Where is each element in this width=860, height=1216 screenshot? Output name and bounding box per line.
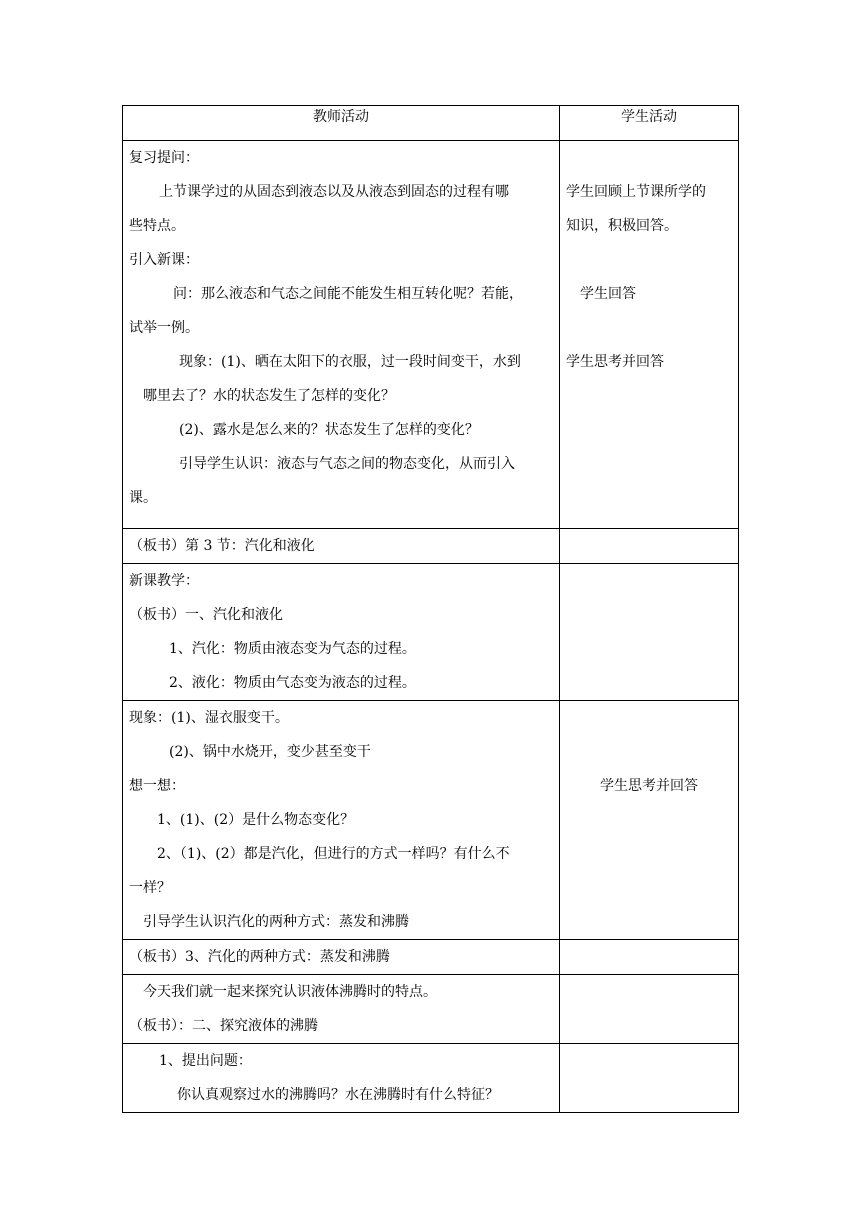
text-line: 上节课学过的从固态到液态以及从液态到固态的过程有哪 <box>159 184 509 200</box>
header-teacher-activity: 教师活动 <box>123 106 560 141</box>
text-line: 哪里去了？水的状态发生了怎样的变化？ <box>143 388 395 404</box>
text-line: 你认真观察过水的沸腾吗？水在沸腾时有什么特征？ <box>177 1087 499 1103</box>
teacher-cell <box>123 1044 560 1113</box>
text-line: （板书）第 3 节：汽化和液化 <box>129 538 315 554</box>
table-row <box>123 564 739 701</box>
text-line: 一样？ <box>129 880 171 896</box>
text-line: 课。 <box>129 490 157 506</box>
text-line: 知识，积极回答。 <box>566 218 678 234</box>
student-cell <box>560 1044 739 1113</box>
teacher-cell <box>123 940 560 975</box>
text-line: 学生回顾上节课所学的 <box>566 184 706 200</box>
text-line: 引导学生认识汽化的两种方式：蒸发和沸腾 <box>143 914 409 930</box>
teacher-cell <box>123 701 560 940</box>
text-line: 问：那么液态和气态之间能不能发生相互转化呢？若能， <box>173 286 523 302</box>
text-line: 2、液化：物质由气态变为液态的过程。 <box>169 675 416 691</box>
student-cell <box>560 564 739 701</box>
table-header-row <box>123 106 739 141</box>
text-line: 试举一例。 <box>129 320 199 336</box>
text-line: 些特点。 <box>129 218 185 234</box>
text-line: （板书）3、汽化的两种方式：蒸发和沸腾 <box>129 949 390 965</box>
teacher-cell <box>123 564 560 701</box>
header-student-activity: 学生活动 <box>560 106 739 141</box>
table-row <box>123 940 739 975</box>
student-cell <box>560 701 739 940</box>
table-row <box>123 701 739 940</box>
text-line: 今天我们就一起来探究认识液体沸腾时的特点。 <box>143 984 437 1000</box>
text-line: 复习提问： <box>129 150 199 166</box>
text-line: 引入新课： <box>129 252 199 268</box>
table-row <box>123 1044 739 1113</box>
text-line: 引导学生认识：液态与气态之间的物态变化，从而引入 <box>179 456 515 472</box>
teacher-cell <box>123 975 560 1044</box>
text-line: 1、(1)、(2）是什么物态变化？ <box>157 812 355 828</box>
text-line: 想一想： <box>129 778 185 794</box>
text-line: (2)、露水是怎么来的？状态发生了怎样的变化？ <box>179 422 479 438</box>
text-line: （板书）一、汽化和液化 <box>129 607 283 623</box>
table-row <box>123 141 739 529</box>
text-line: （板书）：二、探究液体的沸腾 <box>129 1018 318 1034</box>
text-line: 现象：(1)、湿衣服变干。 <box>129 710 289 726</box>
teacher-cell <box>123 141 560 529</box>
text-line: (2)、锅中水烧开，变少甚至变干 <box>169 744 371 760</box>
student-cell <box>560 141 739 529</box>
text-line: 学生思考并回答 <box>566 354 664 370</box>
text-line: 新课教学： <box>129 573 199 589</box>
table-row <box>123 975 739 1044</box>
student-cell <box>560 529 739 564</box>
student-cell <box>560 940 739 975</box>
text-line: 1、汽化：物质由液态变为气态的过程。 <box>169 641 416 657</box>
student-cell <box>560 975 739 1044</box>
text-line: 现象：(1)、晒在太阳下的衣服，过一段时间变干，水到 <box>179 354 521 370</box>
table-row <box>123 529 739 564</box>
text-line: 学生回答 <box>580 286 636 302</box>
teacher-cell <box>123 529 560 564</box>
text-line: 1、提出问题： <box>159 1053 252 1069</box>
lesson-plan-table <box>122 105 739 1113</box>
text-line: 2、（1)、(2）都是汽化，但进行的方式一样吗？有什么不 <box>157 846 510 862</box>
text-line: 学生思考并回答 <box>600 778 698 794</box>
